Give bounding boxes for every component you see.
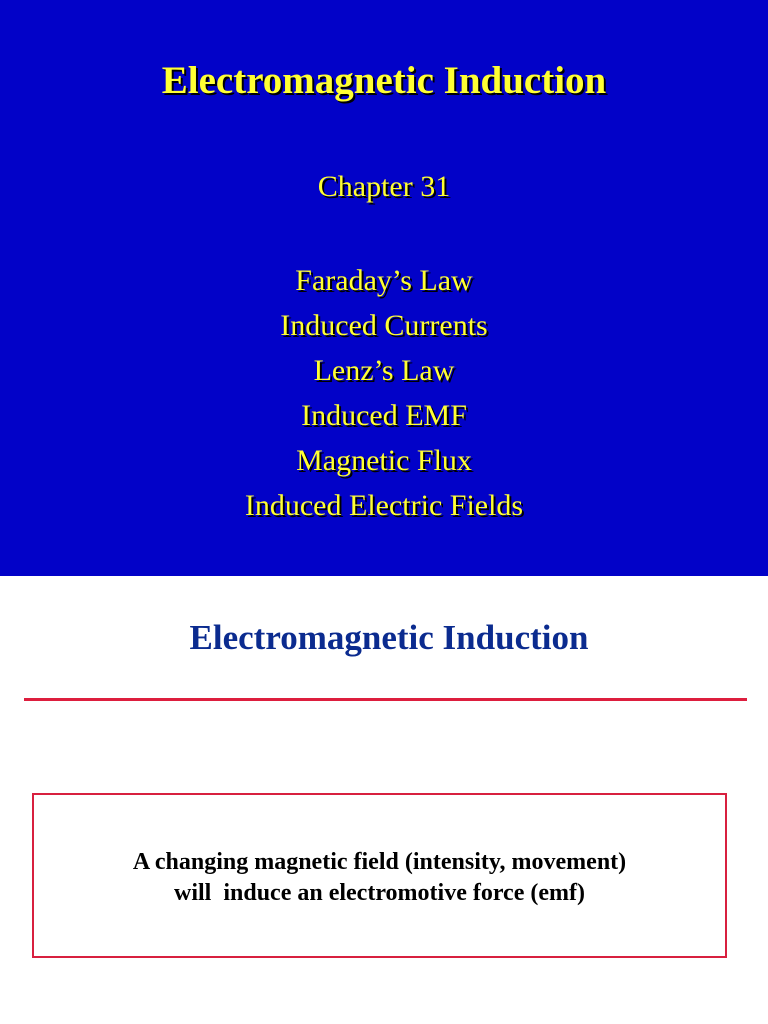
topic-list: [0, 258, 768, 528]
title-divider: [24, 698, 747, 701]
definition-line: A changing magnetic field (intensity, movement): [132, 849, 627, 875]
topic-item: Magnetic Flux: [296, 444, 472, 477]
topic-item: Faraday’s Law: [295, 264, 473, 297]
slide-title: Electromagnetic Induction: [161, 59, 607, 102]
chapter-label: Chapter 31: [317, 170, 451, 203]
definition-text: [34, 847, 725, 909]
definition-box: [32, 793, 727, 958]
topic-item: Lenz’s Law: [313, 354, 455, 387]
content-slide: [0, 576, 768, 1024]
topic-item: Induced Electric Fields: [244, 489, 524, 522]
topic-item: Induced EMF: [301, 399, 467, 432]
definition-line: will induce an electromotive force (emf): [174, 880, 585, 906]
topic-item: Induced Currents: [280, 309, 488, 342]
section-title: Electromagnetic Induction: [189, 618, 589, 657]
